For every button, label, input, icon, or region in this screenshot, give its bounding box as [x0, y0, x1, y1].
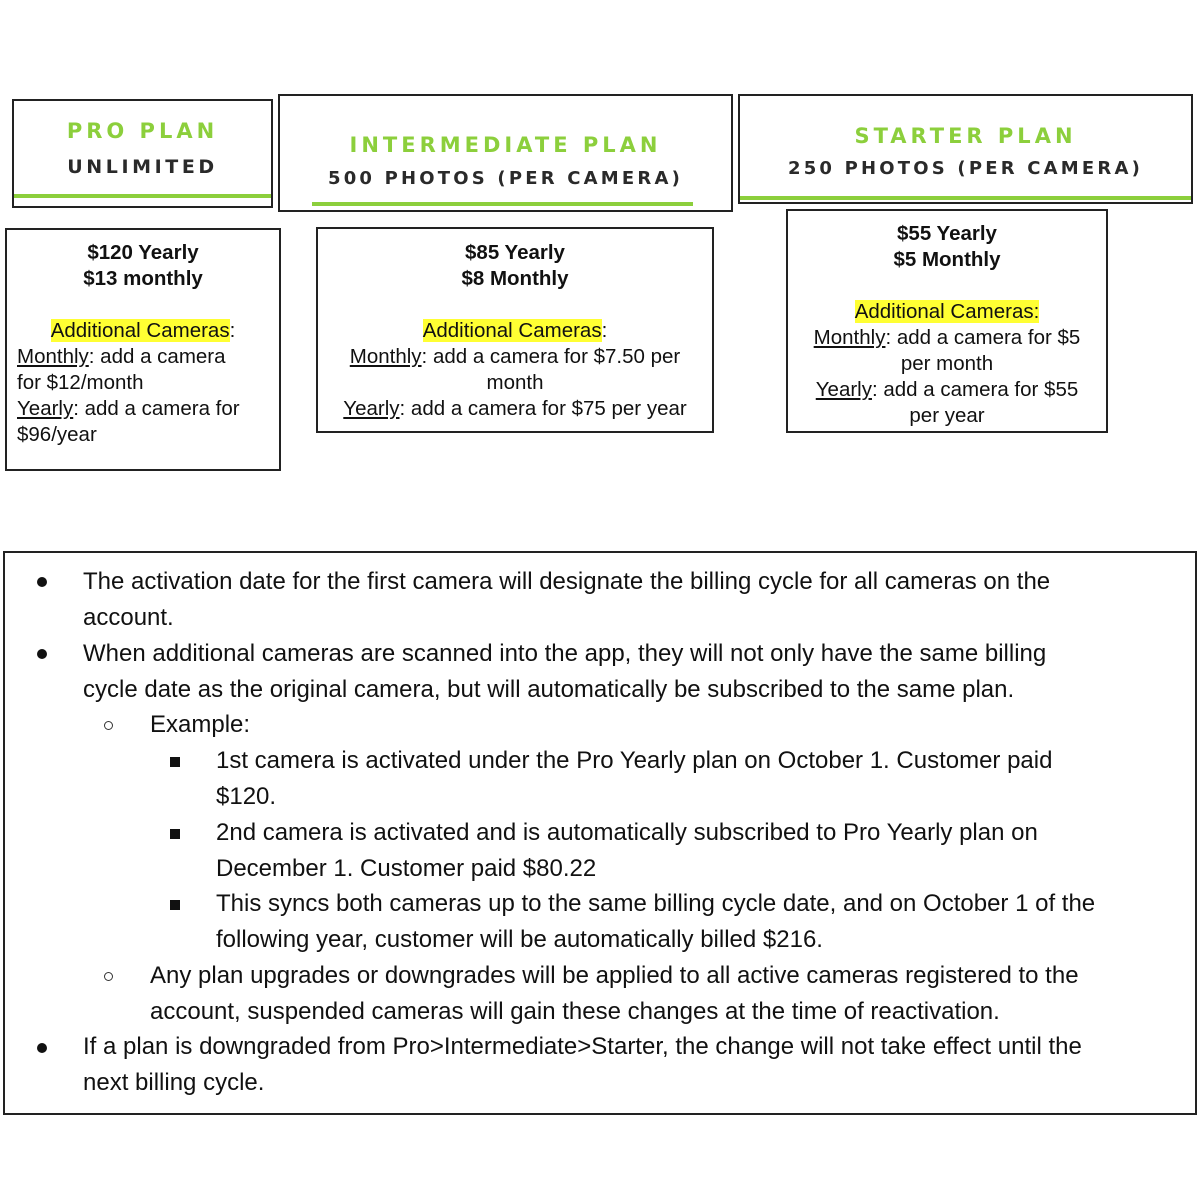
monthly-addon-text: : add a camera for $7.50 per: [421, 345, 681, 368]
note-line: If a plan is downgraded from Pro>Intermediate>Starter, the change will not take effect until the: [83, 1033, 1082, 1060]
note-activation-date: [83, 564, 1050, 636]
note-line: December 1. Customer paid $80.22: [216, 854, 597, 882]
yearly-label: Yearly: [17, 397, 74, 420]
plan-name: PRO PLAN: [66, 119, 219, 143]
monthly-addon-text-2: for $12/month: [17, 371, 144, 394]
yearly-label: Yearly: [343, 397, 400, 420]
monthly-price: $8 Monthly: [461, 267, 569, 290]
note-line: following year, customer will be automatically billed $216.: [216, 925, 823, 953]
monthly-addon-text-2: per month: [900, 352, 994, 375]
plan-subtitle: 250 PHOTOS (PER CAMERA): [787, 158, 1144, 179]
monthly-addon-text: : add a camera for $5: [885, 326, 1081, 349]
bullet-square-icon: [170, 757, 180, 767]
colon: :: [229, 319, 236, 342]
pro-plan-pricing: [5, 228, 281, 471]
bullet-dot-icon: [37, 577, 47, 587]
plan-underline: [740, 196, 1191, 200]
additional-cameras-heading: [794, 299, 1100, 325]
monthly-addon-line: [17, 344, 269, 370]
plan-underline: [312, 202, 693, 206]
plan-underline: [14, 194, 271, 198]
note-line: This syncs both cameras up to the same billing cycle date, and on October 1 of the: [216, 890, 1096, 917]
note-line: cycle date as the original camera, but will automatically be subscribed to the same plan.: [83, 675, 1015, 703]
yearly-addon-text-2: per year: [909, 404, 985, 427]
yearly-addon-text: : add a camera for $75 per year: [399, 397, 687, 420]
yearly-addon-text-2: $96/year: [17, 423, 97, 446]
monthly-addon-text-2: month: [486, 371, 544, 394]
example-item-second-camera: [216, 815, 1038, 887]
starter-plan-header: [738, 94, 1193, 204]
note-plan-changes: [150, 958, 1079, 1030]
note-line: account, suspended cameras will gain these changes at the time of reactivation.: [150, 997, 1000, 1025]
note-example-heading: Example:: [150, 711, 251, 738]
monthly-label: Monthly: [17, 345, 89, 368]
starter-plan-pricing: [786, 209, 1108, 433]
bullet-dot-icon: [37, 1043, 47, 1053]
monthly-addon-line: [324, 344, 706, 370]
example-item-first-camera: [216, 743, 1052, 815]
note-line: Any plan upgrades or downgrades will be applied to all active cameras registered to the: [150, 962, 1079, 989]
additional-cameras-label: Additional Cameras:: [854, 300, 1040, 323]
note-line: The activation date for the first camera will designate the billing cycle for all cameras on the: [83, 568, 1051, 595]
yearly-price: $120 Yearly: [87, 241, 199, 264]
additional-cameras-label: Additional Cameras: [422, 319, 602, 342]
yearly-price: $85 Yearly: [465, 241, 565, 264]
note-line: When additional cameras are scanned into the app, they will not only have the same billing: [83, 640, 1047, 667]
note-downgrade: [83, 1029, 1082, 1101]
bullet-circle-icon: [104, 972, 113, 981]
yearly-addon-line: [324, 396, 706, 422]
yearly-addon-text: : add a camera for: [73, 397, 240, 420]
note-line: $120.: [216, 782, 277, 810]
additional-cameras-heading: [17, 318, 269, 344]
example-item-sync: [216, 886, 1095, 958]
monthly-label: Monthly: [813, 326, 886, 349]
note-additional-cameras: [83, 636, 1046, 708]
monthly-price: $5 Monthly: [893, 248, 1001, 271]
yearly-price: $55 Yearly: [897, 222, 997, 245]
note-line: account.: [83, 603, 174, 631]
intermediate-plan-pricing: [316, 227, 714, 433]
bullet-square-icon: [170, 829, 180, 839]
plan-subtitle: UNLIMITED: [67, 156, 218, 178]
note-line: 2nd camera is activated and is automatically subscribed to Pro Yearly plan on: [216, 819, 1038, 846]
yearly-label: Yearly: [815, 378, 872, 401]
note-line: 1st camera is activated under the Pro Yearly plan on October 1. Customer paid: [216, 747, 1053, 774]
yearly-addon-line: [17, 396, 269, 422]
plan-name: STARTER PLAN: [854, 124, 1077, 148]
yearly-addon-text: : add a camera for $55: [871, 378, 1079, 401]
monthly-label: Monthly: [349, 345, 422, 368]
bullet-square-icon: [170, 900, 180, 910]
monthly-addon-line: [794, 325, 1100, 351]
yearly-addon-line: [794, 377, 1100, 403]
pro-plan-header: [12, 99, 273, 208]
additional-cameras-heading: [324, 318, 706, 344]
bullet-circle-icon: [104, 721, 113, 730]
billing-notes-box: [3, 551, 1197, 1115]
bullet-dot-icon: [37, 649, 47, 659]
monthly-addon-text: : add a camera: [88, 345, 226, 368]
colon: :: [601, 319, 608, 342]
note-line: next billing cycle.: [83, 1068, 265, 1096]
additional-cameras-label: Additional Cameras: [50, 319, 230, 342]
monthly-price: $13 monthly: [83, 267, 203, 290]
plan-name: INTERMEDIATE PLAN: [349, 133, 662, 157]
plan-subtitle: 500 PHOTOS (PER CAMERA): [327, 168, 684, 189]
intermediate-plan-header: [278, 94, 733, 212]
